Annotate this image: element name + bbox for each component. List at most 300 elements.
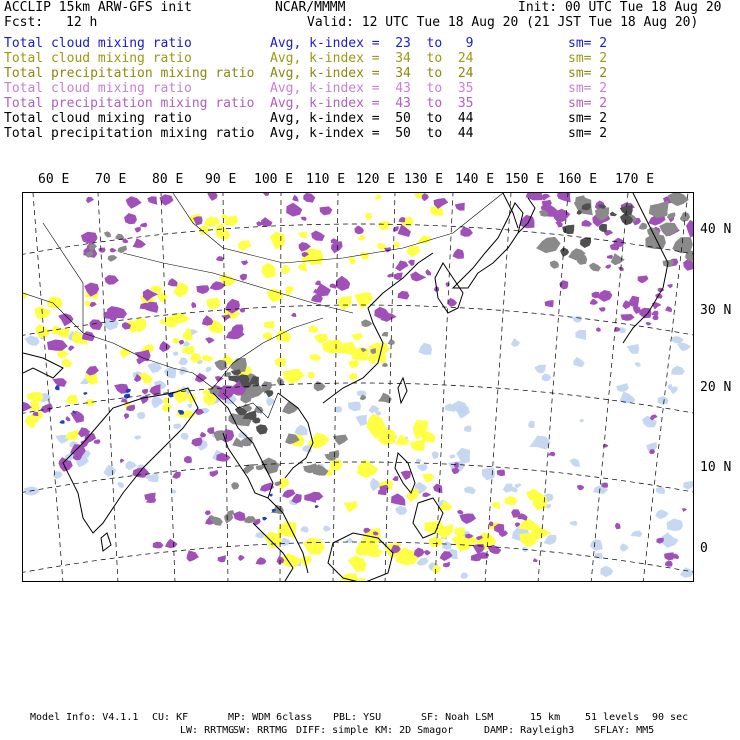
yellow-cloud bbox=[303, 538, 325, 555]
purple-cloud bbox=[545, 300, 554, 307]
purple-cloud bbox=[686, 220, 694, 237]
yellow-cloud bbox=[351, 333, 363, 341]
purple-cloud bbox=[53, 378, 67, 387]
purple-cloud bbox=[311, 231, 325, 242]
light-blue-cloud bbox=[432, 451, 439, 459]
light-blue-cloud bbox=[572, 316, 582, 323]
purple-cloud bbox=[66, 416, 71, 421]
field-avg: Avg, k-index = 43 to 35 bbox=[270, 96, 474, 111]
yellow-cloud bbox=[202, 355, 214, 362]
purple-cloud bbox=[457, 510, 463, 515]
lon-label: 120 E bbox=[356, 172, 396, 187]
fcst-value: 12 h bbox=[66, 15, 98, 30]
light-blue-cloud bbox=[657, 396, 668, 404]
purple-cloud bbox=[401, 471, 411, 480]
yellow-cloud bbox=[357, 459, 378, 478]
purple-cloud bbox=[387, 274, 393, 278]
purple-cloud bbox=[455, 203, 465, 211]
yellow-cloud bbox=[286, 286, 294, 296]
light-blue-cloud bbox=[677, 343, 691, 352]
purple-cloud bbox=[577, 485, 584, 491]
purple-cloud bbox=[665, 306, 672, 312]
light-blue-cloud bbox=[295, 425, 308, 436]
lat-label: 40 N bbox=[700, 222, 732, 237]
purple-cloud bbox=[110, 248, 117, 253]
purple-cloud bbox=[667, 284, 673, 288]
purple-cloud bbox=[399, 217, 406, 222]
model-info-item: CU: KF bbox=[152, 712, 189, 723]
yellow-cloud bbox=[359, 252, 369, 261]
light-blue-cloud bbox=[671, 366, 685, 375]
light-blue-cloud bbox=[579, 419, 584, 423]
purple-cloud bbox=[599, 307, 606, 312]
light-blue-cloud bbox=[206, 367, 212, 373]
purple-cloud bbox=[392, 476, 398, 481]
purple-cloud bbox=[653, 315, 659, 321]
purple-cloud bbox=[105, 275, 119, 285]
field-avg: Avg, k-index = 50 to 44 bbox=[270, 126, 474, 141]
purple-cloud bbox=[133, 238, 147, 248]
gray-cloud bbox=[589, 263, 601, 272]
lon-label: 160 E bbox=[558, 172, 598, 187]
gray-cloud bbox=[282, 402, 299, 415]
init-time: Init: 00 UTC Tue 18 Aug 20 bbox=[518, 0, 722, 15]
purple-cloud bbox=[140, 223, 148, 228]
purple-cloud bbox=[682, 508, 687, 512]
purple-cloud bbox=[282, 490, 295, 499]
dark-gray-cloud bbox=[610, 212, 617, 217]
light-blue-cloud bbox=[672, 336, 684, 343]
field-sm: sm= 2 bbox=[568, 96, 608, 111]
coastline bbox=[453, 203, 523, 288]
blue-cloud bbox=[83, 392, 87, 395]
purple-cloud bbox=[205, 510, 211, 515]
dark-gray-cloud bbox=[265, 390, 274, 397]
yellow-cloud bbox=[23, 292, 27, 300]
gray-cloud bbox=[108, 255, 118, 262]
coastline bbox=[328, 533, 393, 582]
purple-cloud bbox=[179, 340, 184, 345]
yellow-cloud bbox=[172, 338, 179, 344]
yellow-cloud bbox=[298, 232, 307, 238]
yellow-cloud bbox=[282, 369, 304, 384]
yellow-cloud bbox=[422, 474, 434, 483]
light-blue-cloud bbox=[103, 465, 116, 477]
purple-cloud bbox=[68, 346, 75, 352]
light-blue-cloud bbox=[482, 468, 495, 481]
purple-cloud bbox=[582, 220, 592, 227]
yellow-cloud bbox=[349, 373, 357, 381]
yellow-cloud bbox=[307, 372, 315, 379]
purple-cloud bbox=[218, 555, 226, 562]
yellow-cloud bbox=[410, 440, 424, 451]
fcst-label: Fcst: bbox=[4, 15, 44, 30]
purple-cloud bbox=[453, 249, 464, 259]
gray-cloud bbox=[638, 223, 647, 230]
yellow-cloud bbox=[395, 435, 410, 446]
purple-cloud bbox=[378, 488, 387, 495]
yellow-cloud bbox=[281, 264, 291, 274]
lon-label: 110 E bbox=[306, 172, 346, 187]
coastline bbox=[23, 353, 63, 378]
yellow-cloud bbox=[348, 555, 367, 571]
model-info-item: 15 km bbox=[530, 712, 561, 723]
model-info-item: KM: 2D Smagor bbox=[375, 725, 454, 736]
light-blue-cloud bbox=[683, 481, 694, 490]
purple-cloud bbox=[241, 260, 248, 265]
light-blue-cloud bbox=[575, 330, 586, 340]
light-blue-cloud bbox=[616, 383, 629, 392]
model-info-item: SF: Noah LSM bbox=[421, 712, 494, 723]
lat-label: 0 bbox=[700, 541, 708, 556]
purple-cloud bbox=[354, 225, 364, 234]
gray-cloud bbox=[361, 319, 372, 327]
yellow-cloud bbox=[35, 306, 52, 319]
model-info-item: DAMP: Rayleigh3 bbox=[484, 725, 575, 736]
purple-cloud bbox=[422, 492, 431, 497]
field-avg: Avg, k-index = 34 to 24 bbox=[270, 51, 474, 66]
field-row bbox=[0, 36, 740, 51]
gray-cloud bbox=[668, 193, 689, 206]
purple-cloud bbox=[207, 193, 217, 201]
purple-cloud bbox=[315, 283, 331, 296]
purple-cloud bbox=[70, 411, 84, 423]
purple-cloud bbox=[652, 311, 659, 316]
purple-cloud bbox=[301, 217, 307, 221]
yellow-cloud bbox=[330, 459, 342, 472]
field-sm: sm= 2 bbox=[568, 36, 608, 51]
yellow-cloud bbox=[429, 537, 444, 548]
purple-cloud bbox=[210, 470, 219, 477]
model-info-item: SFLAY: MM5 bbox=[594, 725, 655, 736]
purple-cloud bbox=[187, 550, 199, 561]
purple-cloud bbox=[443, 562, 450, 568]
field-sm: sm= 2 bbox=[568, 81, 608, 96]
purple-cloud bbox=[497, 470, 505, 477]
yellow-cloud bbox=[309, 354, 321, 360]
gray-cloud bbox=[611, 253, 625, 265]
light-blue-cloud bbox=[511, 338, 520, 347]
yellow-cloud bbox=[298, 263, 307, 272]
light-blue-cloud bbox=[117, 482, 124, 488]
blue-cloud bbox=[59, 420, 64, 424]
light-blue-cloud bbox=[187, 404, 192, 409]
dark-gray-cloud bbox=[562, 225, 574, 235]
yellow-cloud bbox=[358, 235, 366, 241]
yellow-cloud bbox=[407, 489, 419, 502]
light-blue-cloud bbox=[134, 435, 141, 439]
yellow-cloud bbox=[417, 235, 432, 243]
field-row bbox=[0, 96, 740, 111]
purple-cloud bbox=[136, 358, 145, 365]
purple-cloud bbox=[590, 299, 598, 305]
purple-cloud bbox=[638, 275, 649, 283]
purple-cloud bbox=[120, 459, 125, 464]
light-blue-cloud bbox=[590, 539, 603, 551]
yellow-cloud bbox=[62, 358, 72, 367]
yellow-cloud bbox=[407, 246, 420, 257]
gray-cloud bbox=[536, 237, 561, 253]
light-blue-cloud bbox=[417, 464, 428, 471]
model-info-item: 90 sec bbox=[652, 712, 689, 723]
blue-cloud bbox=[55, 385, 60, 390]
gray-cloud bbox=[261, 458, 279, 475]
light-blue-cloud bbox=[635, 362, 641, 367]
blue-cloud bbox=[124, 394, 130, 399]
purple-cloud bbox=[98, 248, 105, 253]
model-info-item: MP: WDM 6class bbox=[228, 712, 313, 723]
model-info-item: LW: RRTMG bbox=[180, 725, 235, 736]
purple-cloud bbox=[256, 221, 261, 226]
field-name: Total cloud mixing ratio bbox=[4, 51, 192, 66]
purple-cloud bbox=[425, 269, 431, 275]
purple-cloud bbox=[124, 213, 137, 224]
purple-cloud bbox=[86, 366, 99, 376]
gray-cloud bbox=[659, 223, 678, 237]
light-blue-cloud bbox=[301, 526, 309, 533]
yellow-cloud bbox=[238, 240, 251, 251]
purple-cloud bbox=[216, 256, 225, 261]
purple-cloud bbox=[320, 206, 333, 215]
gray-cloud bbox=[550, 260, 559, 269]
purple-cloud bbox=[86, 197, 94, 204]
coastline bbox=[398, 378, 407, 403]
light-blue-cloud bbox=[546, 504, 551, 509]
light-blue-cloud bbox=[570, 521, 578, 526]
purple-cloud bbox=[548, 452, 556, 457]
purple-cloud bbox=[607, 255, 613, 259]
blue-cloud bbox=[270, 494, 273, 497]
purple-cloud bbox=[592, 292, 600, 299]
light-blue-cloud bbox=[680, 567, 694, 577]
light-blue-cloud bbox=[503, 484, 513, 493]
yellow-cloud bbox=[378, 221, 391, 230]
purple-cloud bbox=[191, 302, 196, 308]
yellow-cloud bbox=[205, 217, 221, 227]
light-blue-cloud bbox=[544, 535, 557, 545]
purple-cloud bbox=[460, 227, 473, 237]
center-label: NCAR/MMMM bbox=[275, 0, 346, 15]
purple-cloud bbox=[498, 531, 508, 537]
light-blue-cloud bbox=[464, 486, 476, 494]
yellow-cloud bbox=[120, 348, 131, 358]
yellow-cloud bbox=[430, 206, 443, 216]
purple-cloud bbox=[142, 389, 148, 395]
light-blue-cloud bbox=[542, 374, 552, 381]
yellow-cloud bbox=[207, 298, 221, 309]
purple-cloud bbox=[448, 298, 457, 307]
yellow-cloud bbox=[309, 325, 319, 333]
light-blue-cloud bbox=[147, 363, 161, 373]
purple-cloud bbox=[233, 511, 245, 521]
purple-cloud bbox=[147, 196, 157, 205]
valid-time: Valid: 12 UTC Tue 18 Aug 20 (21 JST Tue 18 Aug 20) bbox=[307, 15, 699, 30]
yellow-cloud bbox=[278, 521, 296, 537]
purple-cloud bbox=[433, 484, 442, 494]
purple-cloud bbox=[621, 314, 635, 321]
purple-cloud bbox=[126, 196, 142, 209]
purple-cloud bbox=[135, 227, 142, 233]
field-name: Total precipitation mixing ratio bbox=[4, 126, 255, 141]
yellow-cloud bbox=[344, 501, 358, 512]
purple-cloud bbox=[261, 217, 273, 227]
yellow-cloud bbox=[58, 350, 69, 359]
light-blue-cloud bbox=[594, 553, 603, 559]
light-blue-cloud bbox=[416, 558, 428, 566]
light-blue-cloud bbox=[449, 454, 455, 458]
purple-cloud bbox=[533, 558, 538, 562]
purple-cloud bbox=[424, 550, 431, 556]
purple-cloud bbox=[391, 493, 405, 505]
purple-cloud bbox=[596, 327, 601, 332]
light-blue-cloud bbox=[662, 532, 679, 548]
light-blue-cloud bbox=[528, 421, 535, 428]
purple-cloud bbox=[172, 472, 181, 479]
purple-cloud bbox=[191, 437, 202, 446]
yellow-cloud bbox=[264, 321, 275, 329]
yellow-cloud bbox=[182, 346, 194, 354]
lon-label: 80 E bbox=[152, 172, 184, 187]
light-blue-cloud bbox=[569, 458, 580, 467]
coastline bbox=[101, 533, 111, 551]
purple-cloud bbox=[665, 561, 673, 567]
light-blue-cloud bbox=[529, 436, 550, 450]
purple-cloud bbox=[207, 427, 214, 434]
gray-cloud bbox=[314, 381, 326, 391]
yellow-cloud bbox=[65, 430, 78, 440]
light-blue-cloud bbox=[620, 544, 629, 552]
dark-gray-cloud bbox=[560, 247, 569, 257]
light-blue-cloud bbox=[419, 343, 433, 355]
lon-label: 130 E bbox=[404, 172, 444, 187]
purple-cloud bbox=[286, 203, 302, 217]
purple-cloud bbox=[598, 290, 612, 302]
light-blue-cloud bbox=[573, 357, 584, 367]
purple-cloud bbox=[291, 313, 296, 317]
light-blue-cloud bbox=[370, 478, 381, 491]
field-row bbox=[0, 66, 740, 81]
field-row bbox=[0, 126, 740, 141]
field-sm: sm= 2 bbox=[568, 126, 608, 141]
purple-cloud bbox=[144, 493, 156, 502]
yellow-cloud bbox=[314, 334, 328, 344]
yellow-cloud bbox=[491, 502, 500, 509]
light-blue-cloud bbox=[515, 483, 522, 488]
purple-cloud bbox=[605, 264, 611, 269]
light-blue-cloud bbox=[179, 366, 188, 375]
model-info-item: SW: RRTMG bbox=[233, 725, 288, 736]
model-title: ACCLIP 15km ARW-GFS init bbox=[4, 0, 192, 15]
lat-label: 10 N bbox=[700, 460, 732, 475]
yellow-cloud bbox=[267, 288, 284, 302]
purple-cloud bbox=[221, 314, 231, 321]
purple-cloud bbox=[398, 291, 410, 300]
field-name: Total cloud mixing ratio bbox=[4, 81, 192, 96]
gray-cloud bbox=[649, 201, 669, 219]
purple-cloud bbox=[90, 319, 103, 330]
purple-cloud bbox=[395, 261, 409, 272]
light-blue-cloud bbox=[356, 415, 368, 426]
gray-cloud bbox=[118, 246, 128, 254]
lon-label: 90 E bbox=[205, 172, 237, 187]
gray-cloud bbox=[382, 332, 388, 337]
model-info-item: DIFF: simple bbox=[296, 725, 369, 736]
field-avg: Avg, k-index = 34 to 24 bbox=[270, 66, 474, 81]
yellow-cloud bbox=[367, 414, 384, 430]
yellow-cloud bbox=[261, 263, 276, 278]
purple-cloud bbox=[153, 542, 164, 549]
light-blue-cloud bbox=[627, 344, 639, 354]
field-row bbox=[0, 51, 740, 66]
yellow-cloud bbox=[270, 232, 286, 250]
purple-cloud bbox=[196, 285, 209, 294]
light-blue-cloud bbox=[655, 510, 669, 520]
dark-gray-cloud bbox=[599, 224, 607, 232]
light-blue-cloud bbox=[464, 426, 472, 432]
hydrometeor-field-layer bbox=[23, 193, 694, 582]
yellow-cloud bbox=[162, 404, 172, 412]
purple-cloud bbox=[121, 399, 128, 404]
purple-cloud bbox=[165, 539, 178, 549]
field-sm: sm= 2 bbox=[568, 66, 608, 81]
purple-cloud bbox=[303, 193, 315, 203]
yellow-cloud bbox=[151, 286, 163, 293]
purple-cloud bbox=[256, 557, 267, 565]
purple-cloud bbox=[47, 340, 68, 351]
purple-cloud bbox=[195, 373, 207, 383]
blue-cloud bbox=[262, 517, 267, 521]
model-info-item: 51 levels bbox=[585, 712, 640, 723]
purple-cloud bbox=[652, 302, 662, 310]
blue-cloud bbox=[315, 505, 319, 508]
light-blue-cloud bbox=[180, 433, 189, 440]
purple-cloud bbox=[94, 439, 101, 444]
purple-cloud bbox=[519, 215, 534, 229]
field-sm: sm= 2 bbox=[568, 111, 608, 126]
lat-label: 30 N bbox=[700, 303, 732, 318]
lon-label: 100 E bbox=[254, 172, 294, 187]
field-avg: Avg, k-index = 50 to 44 bbox=[270, 111, 474, 126]
light-blue-cloud bbox=[667, 519, 684, 532]
gray-cloud bbox=[231, 482, 239, 490]
purple-cloud bbox=[664, 552, 674, 560]
field-sm: sm= 2 bbox=[568, 51, 608, 66]
purple-cloud bbox=[526, 193, 542, 200]
field-name: Total cloud mixing ratio bbox=[4, 36, 192, 51]
lon-label: 170 E bbox=[615, 172, 655, 187]
purple-cloud bbox=[240, 274, 247, 281]
light-blue-cloud bbox=[461, 572, 469, 579]
purple-cloud bbox=[205, 337, 215, 343]
model-info-item: PBL: YSU bbox=[333, 712, 382, 723]
gray-cloud bbox=[667, 212, 676, 219]
purple-cloud bbox=[200, 432, 206, 438]
lon-label: 70 E bbox=[95, 172, 127, 187]
field-name: Total precipitation mixing ratio bbox=[4, 96, 255, 111]
light-blue-cloud bbox=[442, 541, 452, 550]
gray-cloud bbox=[382, 363, 388, 367]
light-blue-cloud bbox=[656, 487, 665, 494]
purple-cloud bbox=[374, 307, 388, 319]
light-blue-cloud bbox=[630, 531, 642, 538]
light-blue-cloud bbox=[395, 506, 407, 515]
light-blue-cloud bbox=[534, 365, 546, 374]
map-panel bbox=[22, 192, 694, 582]
purple-cloud bbox=[58, 313, 74, 326]
dark-gray-cloud bbox=[256, 424, 268, 434]
yellow-cloud bbox=[157, 292, 167, 302]
yellow-cloud bbox=[374, 194, 382, 199]
